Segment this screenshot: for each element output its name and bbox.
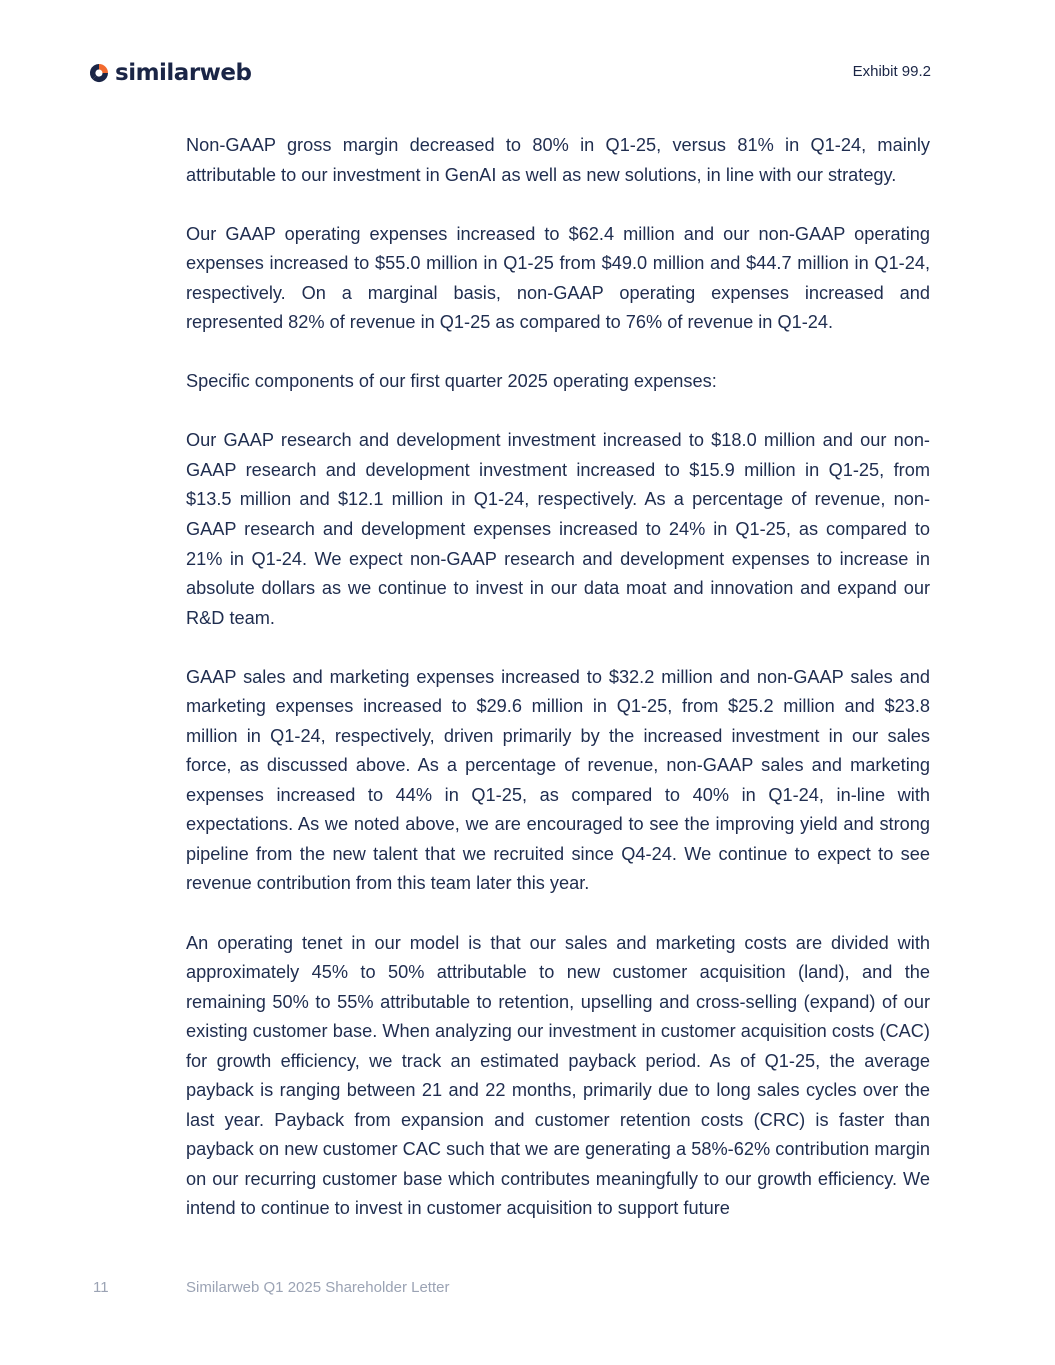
similarweb-logo-icon [88,62,110,84]
letter-body [186,131,930,1224]
paragraph-gross-margin: Non-GAAP gross margin decreased to 80% in Q1-25, versus 81% in Q1-24, mainly attributable to our investment in GenAI as well as new solutions, in line with our strategy. [186,135,930,185]
page-number: 11 [93,1279,109,1296]
paragraph-components-intro: Specific components of our first quarter 2025 operating expenses: [186,371,717,392]
similarweb-logo [88,58,251,88]
paragraph-operating-tenet: An operating tenet in our model is that our sales and marketing costs are divided with approximately 45% to 50% attributable to new customer acquisition (land), and the remaining 50% to 55% attributable to retention, upselling and cross-selling (expand) of our existing customer base. When analyzing our investment in customer acquisition costs (CAC) for growth efficiency, we track an estimated payback period. As of Q1-25, the average payback is ranging between 21 and 22 months, primarily due to long sales cycles over the last year. Payback from expansion and customer retention costs (CRC) is faster than payback on new customer CAC such that we are generating a 58%-62% contribution margin on our recurring customer base which contributes meaningfully to our growth efficiency. We intend to continue to invest in customer acquisition to support future [186,932,930,1219]
paragraph-sales-marketing: GAAP sales and marketing expenses increased to $32.2 million and non-GAAP sales and marketing expenses increased to $29.6 million in Q1-25, from $25.2 million and $23.8 million in Q1-24, respectively, driven primarily by the increased investment in our sales force, as discussed above. As a percentage of revenue, non-GAAP sales and marketing expenses increased to 44% in Q1-25, as compared to 40% in Q1-24, in-line with expectations. As we noted above, we are encouraged to see the improving yield and strong pipeline from the new talent that we recruited since Q4-24. We continue to expect to see revenue contribution from this team later this year. [186,666,930,894]
paragraph-research-development: Our GAAP research and development investment increased to $18.0 million and our non-GAAP research and development investment increased to $15.9 million in Q1-25, from $13.5 million and $12.1 million in Q1-24, respectively. As a percentage of revenue, non-GAAP research and development expenses increased to 24% in Q1-25, as compared to 21% in Q1-24. We expect non-GAAP research and development expenses to increase in absolute dollars as we continue to invest in our data moat and innovation and expand our R&D team. [186,430,930,628]
exhibit-label: Exhibit 99.2 [852,63,931,80]
document-title: Similarweb Q1 2025 Shareholder Letter [186,1279,450,1296]
logo-wordmark: similarweb [115,60,252,86]
page-footer [0,1279,1055,1299]
paragraph-operating-expenses: Our GAAP operating expenses increased to $62.4 million and our non-GAAP operating expenses increased to $55.0 million in Q1-25 from $49.0 million and $44.7 million in Q1-24, respectively. On a marginal basis, non-GAAP operating expenses increased and represented 82% of revenue in Q1-25 as compared to 76% of revenue in Q1-24. [186,223,930,333]
page-header [88,58,931,88]
